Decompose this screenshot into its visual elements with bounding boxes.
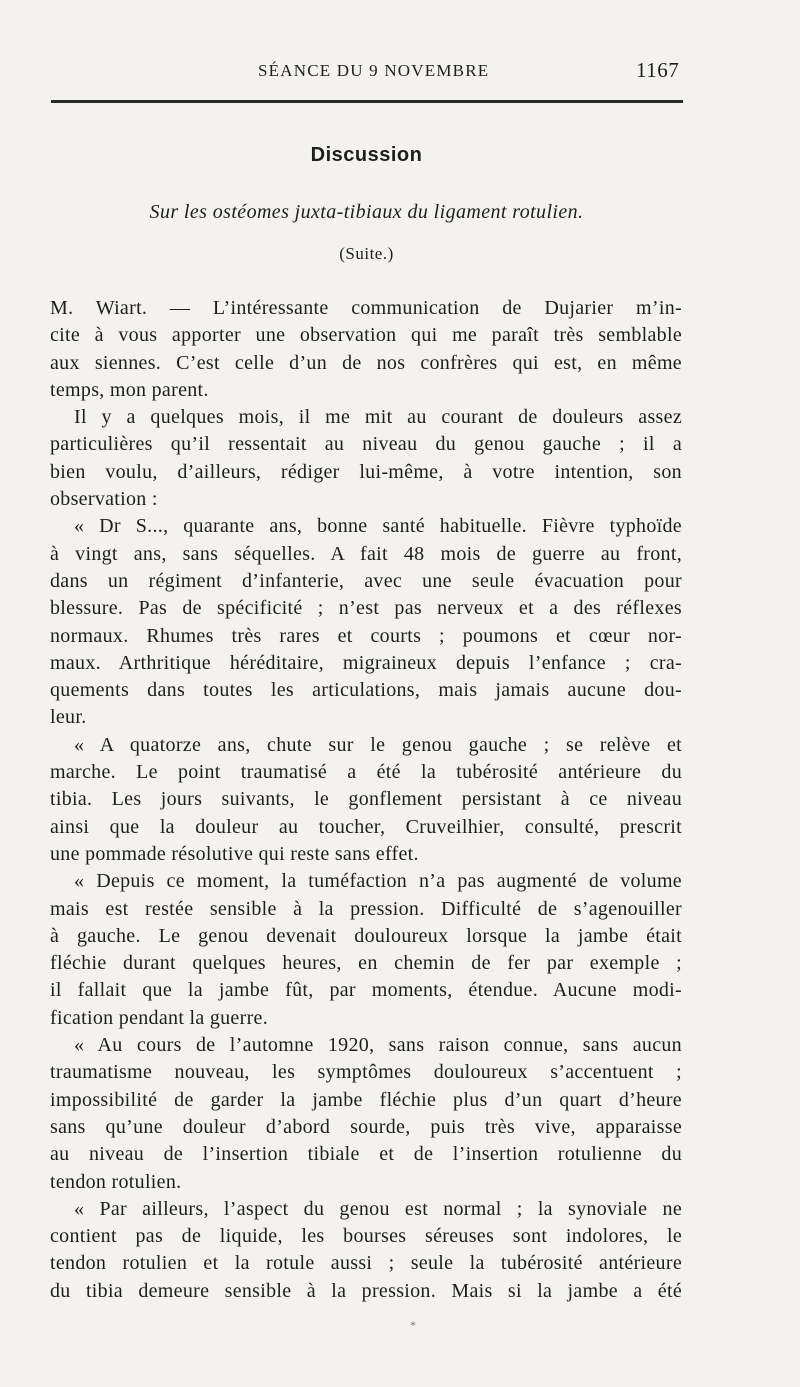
text-line: « Depuis ce moment, la tuméfaction n’a pas augmenté de volume	[74, 870, 682, 893]
text-line: « A quatorze ans, chute sur le genou gauche ; se relève et	[74, 733, 682, 756]
text-line: il fallait que la jambe fût, par moments, étendue. Aucune modi-	[50, 979, 682, 1002]
text-line: marche. Le point traumatisé a été la tubérosité antérieure du	[50, 761, 682, 784]
text-line: particulières qu’il ressentait au niveau du genou gauche ; il a	[50, 433, 682, 456]
text-line: mais est restée sensible à la pression. Difficulté de s’agenouiller	[50, 897, 682, 920]
text-line: « Par ailleurs, l’aspect du genou est normal ; la synoviale ne	[74, 1197, 682, 1220]
footer-mark: *	[410, 1318, 416, 1332]
text-line: sans qu’une douleur d’abord sourde, puis très vive, apparaisse	[50, 1115, 682, 1138]
text-line: impossibilité de garder la jambe fléchie plus d’un quart d’heure	[50, 1088, 682, 1111]
text-line: M. Wiart. — L’intéressante communication de Dujarier m’in-	[50, 297, 682, 319]
text-line: « Dr S..., quarante ans, bonne santé habituelle. Fièvre typhoïde	[74, 515, 682, 538]
text-line: temps, mon parent.	[50, 378, 209, 401]
text-line: fléchie durant quelques heures, en chemin de fer par exemple ;	[50, 952, 682, 975]
text-line: tibia. Les jours suivants, le gonflement persistant à ce niveau	[50, 788, 682, 811]
text-line: leur.	[50, 706, 87, 729]
text-line: observation :	[50, 488, 158, 511]
header-rule	[51, 100, 683, 103]
section-subtitle: Sur les ostéomes juxta-tibiaux du ligament rotulien.	[149, 201, 584, 223]
running-head: SÉANCE DU 9 NOVEMBRE	[258, 61, 490, 80]
text-line: une pommade résolutive qui reste sans effet.	[50, 842, 419, 865]
text-line: traumatisme nouveau, les symptômes douloureux s’accentuent ;	[50, 1061, 682, 1084]
text-line: normaux. Rhumes très rares et courts ; poumons et cœur nor-	[50, 624, 682, 647]
page-number: 1167	[636, 58, 680, 82]
text-line: du tibia demeure sensible à la pression. Mais si la jambe a été	[50, 1279, 682, 1302]
text-line: maux. Arthritique héréditaire, migraineux depuis l’enfance ; cra-	[50, 651, 682, 674]
text-line: tendon rotulien et la rotule aussi ; seule la tubérosité antérieure	[50, 1252, 682, 1275]
text-line: à vingt ans, sans séquelles. A fait 48 mois de guerre au front,	[50, 542, 682, 565]
text-line: tendon rotulien.	[50, 1170, 182, 1193]
text-line: quements dans toutes les articulations, mais jamais aucune dou-	[50, 679, 682, 702]
text-line: au niveau de l’insertion tibiale et de l’insertion rotulienne du	[50, 1143, 682, 1166]
text-line: blessure. Pas de spécificité ; n’est pas nerveux et a des réflexes	[50, 597, 682, 620]
text-line: contient pas de liquide, les bourses séreuses sont indolores, le	[50, 1225, 682, 1248]
text-line: dans un régiment d’infanterie, avec une seule évacuation pour	[50, 569, 682, 592]
text-line: Il y a quelques mois, il me mit au courant de douleurs assez	[74, 406, 682, 429]
text-line: fication pendant la guerre.	[50, 1006, 269, 1029]
text-line: aux siennes. C’est celle d’un de nos confrères qui est, en même	[50, 351, 682, 374]
text-line: ainsi que la douleur au toucher, Cruveilhier, consulté, prescrit	[50, 815, 682, 838]
text-line: « Au cours de l’automne 1920, sans raison connue, sans aucun	[74, 1034, 682, 1057]
body-text	[50, 295, 682, 1305]
continued-label: (Suite.)	[339, 244, 394, 263]
section-title: Discussion	[310, 144, 423, 166]
text-line: cite à vous apporter une observation qui me paraît très semblable	[50, 324, 682, 347]
text-line: à gauche. Le genou devenait douloureux lorsque la jambe était	[50, 924, 682, 947]
text-line: bien voulu, d’ailleurs, rédiger lui-même, à votre intention, son	[50, 460, 682, 483]
